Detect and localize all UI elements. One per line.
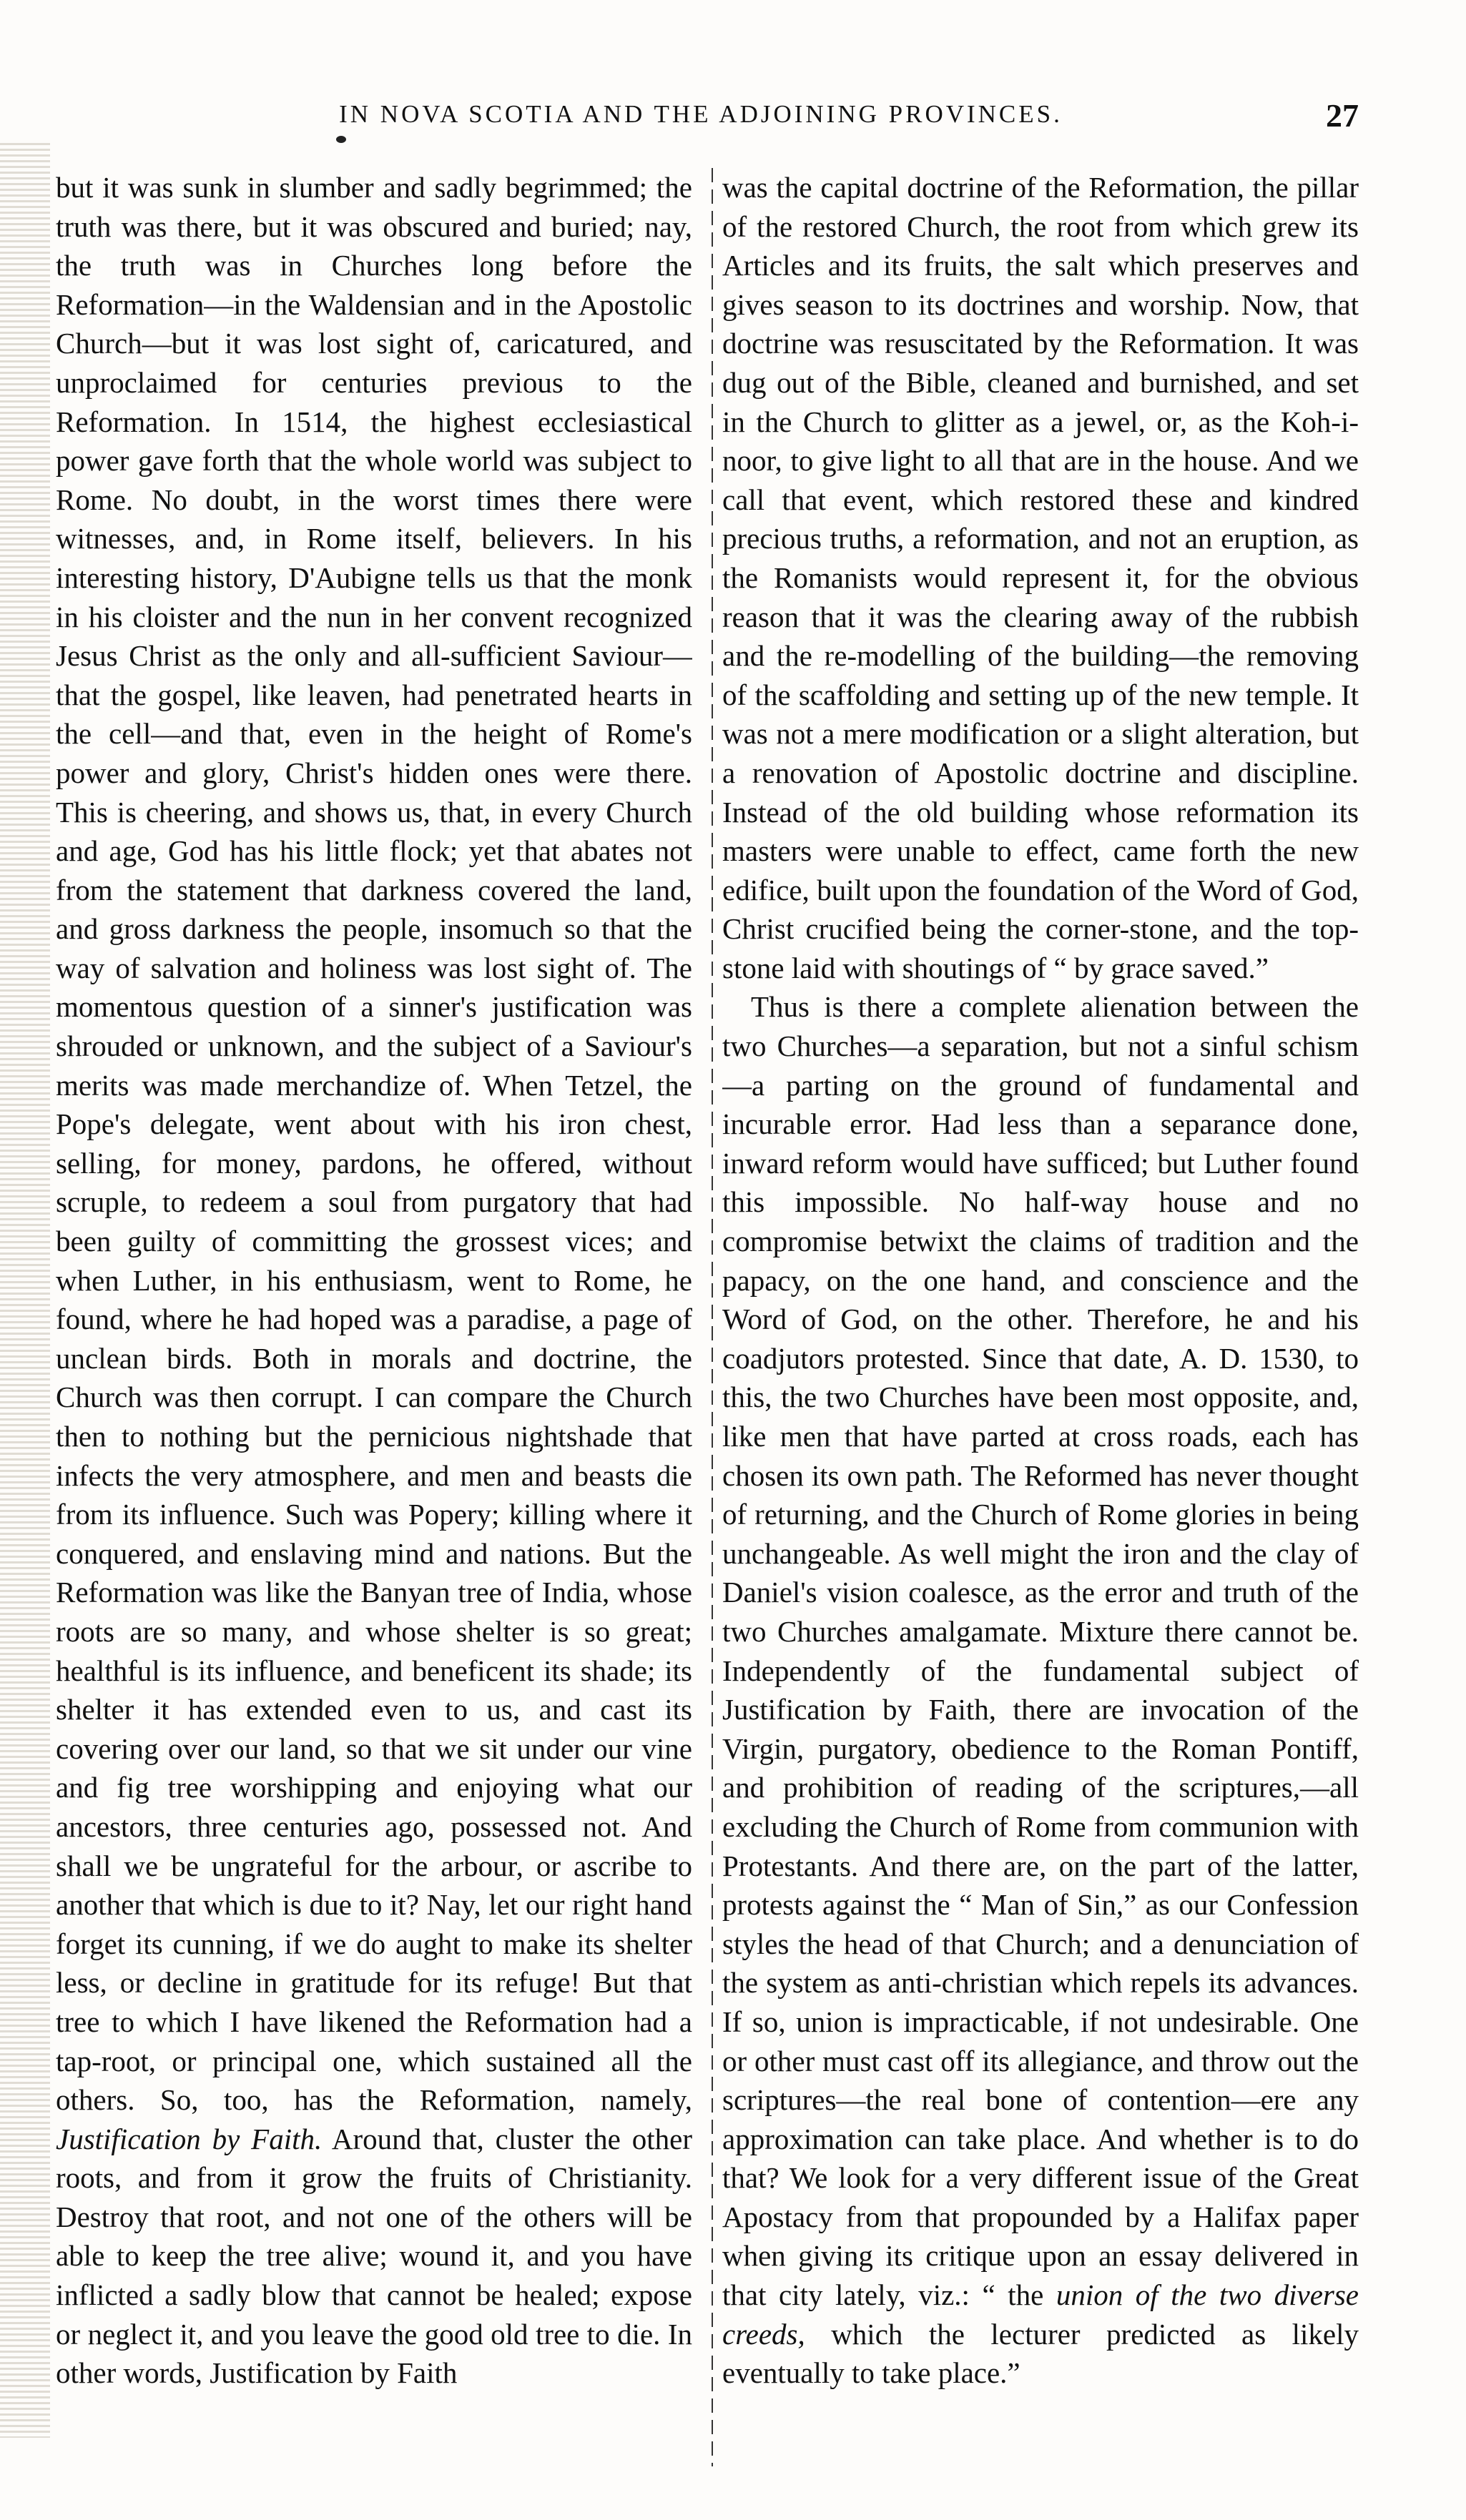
running-header: IN NOVA SCOTIA AND THE ADJOINING PROVINCES. <box>339 100 1063 128</box>
right-column <box>722 168 1359 2470</box>
ink-mark <box>336 136 346 143</box>
right-paragraph-2 <box>722 987 1359 2392</box>
left-paragraph <box>56 168 692 2393</box>
right-paragraph-2-text: Thus is there a complete alienation between the two Churches—a separation, but not a sinful schism—a parting on the ground of fundamental and incurable error. Had less than a separance done, inward reform would have sufficed; but Luther found this impossible. No half-way house and no compromise betwixt the claims of tradition and the papacy, on the one hand, and conscience and the Word of God, on the other. Therefore, he and his coadjutors protested. Since that date, A. D. 1530, to this, the two Churches have been most opposite, and, like men that have parted at cross roads, each has chosen its own path. The Reformed has never thought of returning, and the Church of Rome glories in being unchangeable. As well might the iron and the clay of Daniel's vision coalesce, as the error and truth of the two Churches amalgamate. Mixture there cannot be. Independently of the fundamental subject of Justification by Faith, there are invocation of the Virgin, purgatory, obedience to the Roman Pontiff, and prohibition of reading of the scriptures,—all excluding the Church of Rome from communion with Protestants. And there are, on the part of the latter, protests against the “ Man of Sin,” as our Confession styles the head of that Church; and a denunciation of the system as anti-christian which repels its advances. If so, union is impracticable, if not undesirable. One or other must cast off its allegiance, and throw out the scriptures—the real bone of contention—ere any approximation can take place. And whether is to do that? We look for a very different issue of the Great Apostacy from that propounded by a Halifax paper when giving its critique upon an essay delivered in that city lately, viz.: “ the <box>722 990 1359 2312</box>
left-emphasis-text: Justification by Faith. <box>56 2122 323 2155</box>
column-divider <box>712 168 713 2466</box>
right-paragraph-1: was the capital doctrine of the Reformation, the pillar of the restored Church, the root from which grew its Articles and its fruits, the salt which preserves and gives season to its doctrines and worship. Now, that doctrine was resuscitated by the Reformation. It was dug out of the Bible, cleaned and burnished, and set in the Church to glitter as a jewel, or, as the Koh-i-noor, to give light to all that are in the house. And we call that event, which restored these and kindred precious truths, a reformation, and not an eruption, as the Romanists would represent it, for the obvious reason that it was the clearing away of the rubbish and the re-modelling of the building—the removing of the scaffolding and setting up of the new temple. It was not a mere modification or a slight alteration, but a renovation of Apostolic doctrine and discipline. Instead of the old building whose reformation its masters were unable to effect, came forth the new edifice, built upon the foundation of the Word of God, Christ crucified being the corner-stone, and the top-stone laid with shoutings of “ by grace saved.” <box>722 171 1359 984</box>
left-paragraph-continuation: Around that, cluster the other roots, and from it grow the fruits of Christianity. Destroy that root, and not one of the others will be able to keep the tree alive; wound it, and you have inflicted a sadly blow that cannot be healed; expose or neglect it, and you leave the good old tree to die. In other words, Justification by Faith <box>56 2122 692 2390</box>
right-paragraph-2-continuation: which the lecturer predicted as likely eventually to take place.” <box>722 2317 1359 2390</box>
left-column <box>56 168 692 2470</box>
binding-edge <box>0 143 50 2438</box>
right-emphasis-text: union of the two diverse creeds, <box>722 2278 1359 2351</box>
left-paragraph-text: but it was sunk in slumber and sadly begrimmed; the truth was there, but it was obscured and buried; nay, the truth was in Churches long before the Reformation—in the Waldensian and in the Apostolic Church—but it was lost sight of, caricatured, and unproclaimed for centuries previous to the Reformation. In 1514, the highest ecclesiastical power gave forth that the whole world was subject to Rome. No doubt, in the worst times there were witnesses, and, in Rome itself, believers. In his interesting history, D'Aubigne tells us that the monk in his cloister and the nun in her convent recognized Jesus Christ as the only and all-sufficient Saviour—that the gospel, like leaven, had penetrated hearts in the cell—and that, even in the height of Rome's power and glory, Christ's hidden ones were there. This is cheering, and shows us, that, in every Church and age, God has his little flock; yet that abates not from the statement that darkness covered the land, and gross darkness the people, insomuch so that the way of salvation and holiness was lost sight of. The momentous question of a sinner's justification was shrouded or unknown, and the subject of a Saviour's merits was made merchandize of. When Tetzel, the Pope's delegate, went about with his iron chest, selling, for money, pardons, he offered, without scruple, to redeem a soul from purgatory that had been guilty of committing the grossest vices; and when Luther, in his enthusiasm, went to Rome, he found, where he had hoped was a paradise, a page of unclean birds. Both in morals and doctrine, the Church was then corrupt. I can compare the Church then to nothing but the pernicious nightshade that infects the very atmosphere, and men and beasts die from its influence. Such was Popery; killing where it conquered, and enslaving mind and nations. But the Reformation was like the Banyan tree of India, whose roots are so many, and whose shelter is so great; healthful is its influence, and beneficent its shade; its shelter it has extended even to us, and cast its covering over our land, so that we sit under our vine and fig tree worshipping and enjoying what our ancestors, three centuries ago, possessed not. And shall we be ungrateful for the arbour, or ascribe to another that which is due to it? Nay, let our right hand forget its cunning, if we do aught to make its shelter less, or decline in gratitude for its refuge! But that tree to which I have likened the Reformation had a tap-root, or principal one, which sustained all the others. So, too, has the Reformation, namely, <box>56 171 692 2117</box>
page-number: 27 <box>1326 97 1359 134</box>
